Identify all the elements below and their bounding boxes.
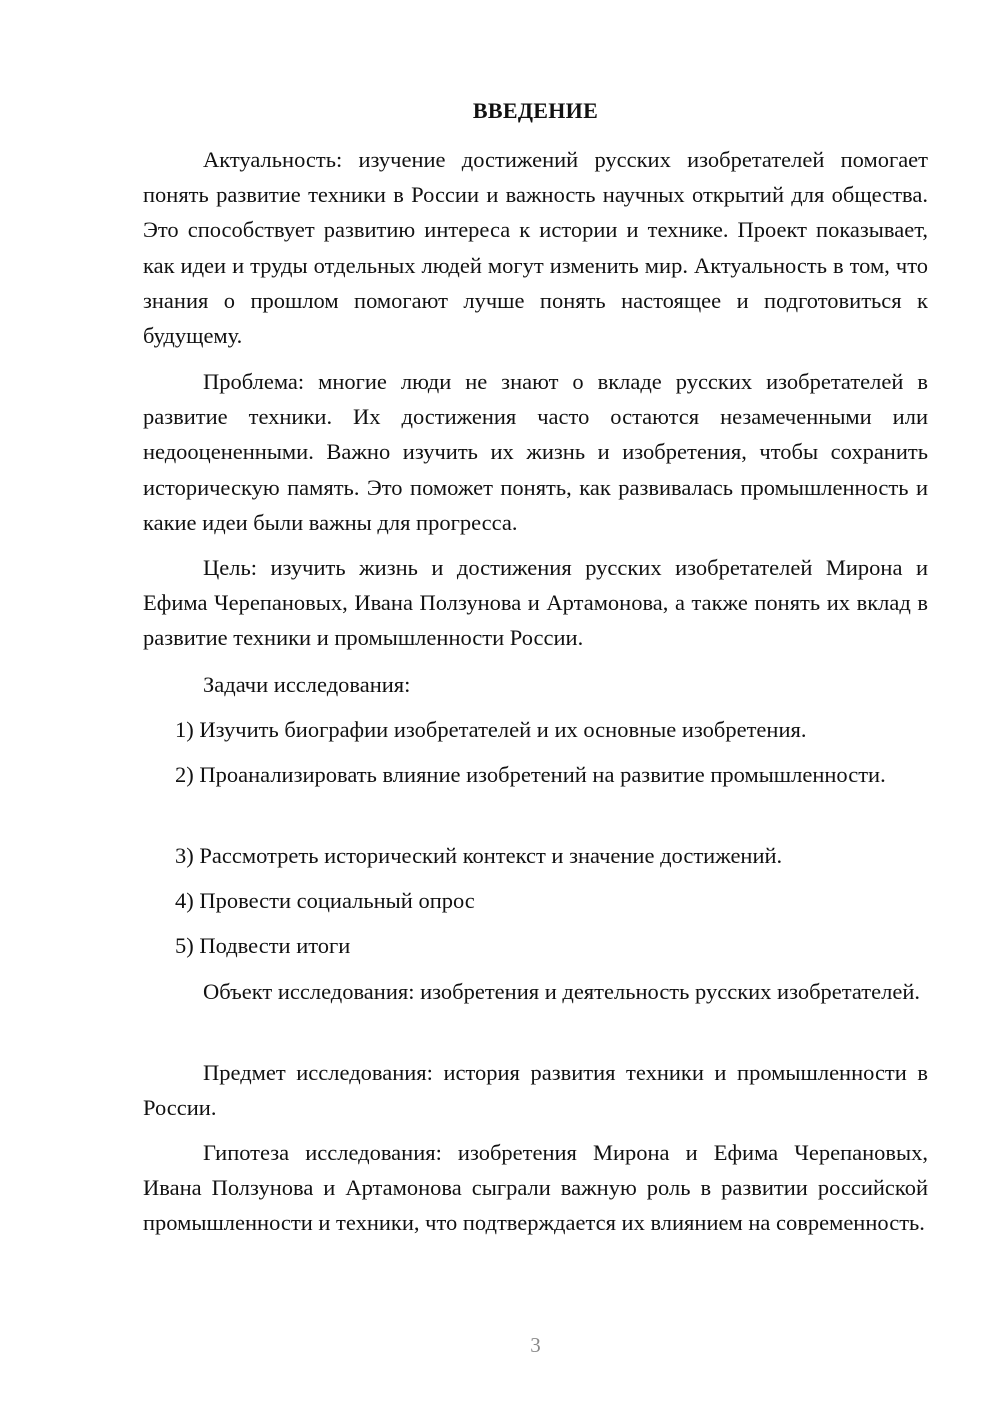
task-item-5: 5) Подвести итоги xyxy=(175,933,351,958)
paragraph-relevance: Актуальность: изучение достижений русских изобретателей помогает понять развитие техники в России и важность научных открытий для общества. Это способствует развитию интереса к истории и технике. Проект показывает, как идеи и труды отдельных людей могут изменить мир. Актуальность в том, что знания о прошлом помогают лучше понять настоящее и подготовиться к будущему. xyxy=(143,147,928,349)
section-title: ВВЕДЕНИЕ xyxy=(472,98,599,123)
page-number: 3 xyxy=(530,1333,541,1357)
paragraph-object: Объект исследования: изобретения и деятельность русских изобретателей. xyxy=(203,979,920,1004)
paragraph-problem: Проблема: многие люди не знают о вкладе русских изобретателей в развитие техники. Их достижения часто остаются незамеченными или недооцененными. Важно изучить их жизнь и изобретения, чтобы сохранить историческую память. Это поможет понять, как развивалась промышленность и какие идеи были важны для прогресса. xyxy=(143,369,928,535)
task-item-4: 4) Провести социальный опрос xyxy=(175,888,475,913)
task-item-2: 2) Проанализировать влияние изобретений на развитие промышленности. xyxy=(175,762,886,787)
task-item-3: 3) Рассмотреть исторический контекст и значение достижений. xyxy=(175,843,783,868)
paragraph-hypothesis: Гипотеза исследования: изобретения Мирона и Ефима Черепановых, Ивана Ползунова и Артамонова сыграли важную роль в развитии российской промышленности и техники, что подтверждается их влиянием на современность. xyxy=(143,1140,928,1236)
paragraph-goal: Цель: изучить жизнь и достижения русских изобретателей Мирона и Ефима Черепановых, Ивана Ползунова и Артамонова, а также понять их вклад в развитие техники и промышленности России. xyxy=(143,555,928,651)
tasks-heading: Задачи исследования: xyxy=(203,672,411,697)
document-page xyxy=(143,0,928,1414)
task-item-1: 1) Изучить биографии изобретателей и их основные изобретения. xyxy=(175,717,807,742)
paragraph-subject: Предмет исследования: история развития техники и промышленности в России. xyxy=(143,1060,928,1121)
